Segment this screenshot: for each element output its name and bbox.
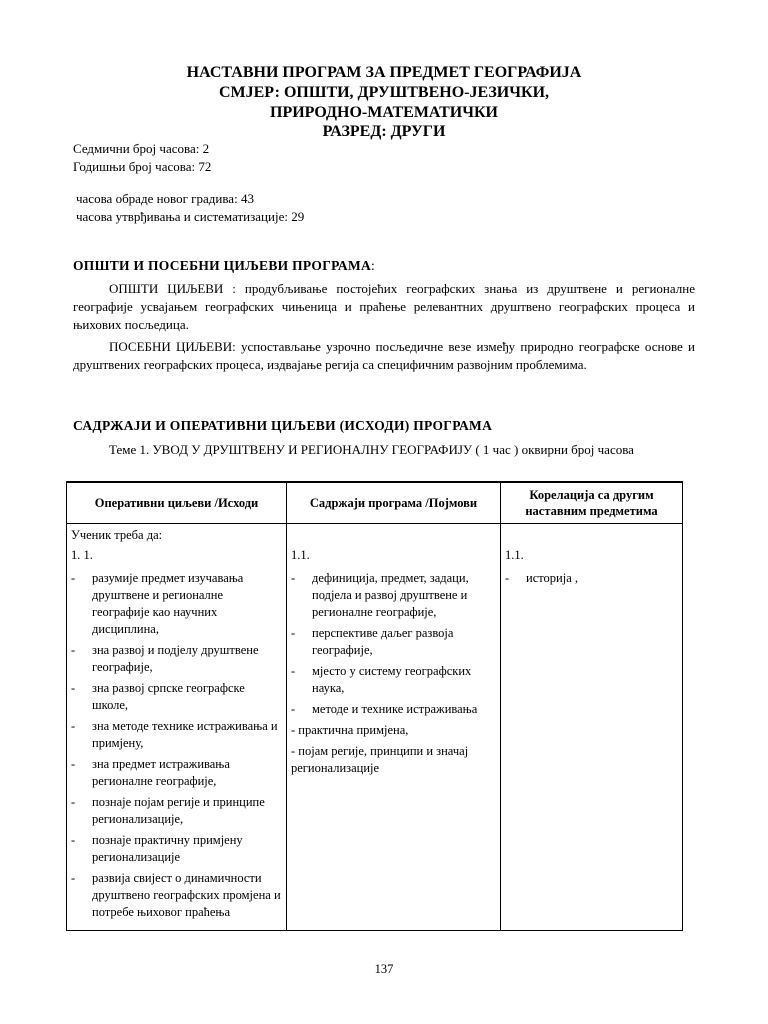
general-goals-text: ОПШТИ ЦИЉЕВИ : продубљивање постојећих географских знања из друштвене и регионалне географије усвајањем географских чињеница и праћење релевантних друштвено географских процеса и њихових посљедица. xyxy=(73,281,695,332)
review-hours: часова утврђивања и систематизације: 29 xyxy=(76,209,305,224)
list-item: - зна развој и подјелу друштвене географије, xyxy=(71,642,282,676)
list-item: - разумије предмет изучавања друштвене и регионалне географије као научних дисциплина, xyxy=(71,570,282,638)
list-item: - зна предмет истраживања регионалне географије, xyxy=(71,756,282,790)
goals-heading xyxy=(73,258,375,274)
header-outcomes: Оперативни циљеви /Исходи xyxy=(67,482,287,524)
list-item: - историја , xyxy=(505,570,678,587)
list-item: - мјесто у систему географских наука, xyxy=(291,663,496,697)
title-line-4: РАЗРЕД: ДРУГИ xyxy=(322,123,446,140)
list-item: - зна развој српске географске школе, xyxy=(71,680,282,714)
outcomes-list xyxy=(71,570,282,921)
list-item: - развија свијест о динамичности друштвено географских промјена и потребе њиховог праћења xyxy=(71,870,282,921)
topic-line xyxy=(73,441,683,459)
weekly-hours: Седмични број часова: 2 xyxy=(73,141,210,156)
goals-heading-text: ОПШТИ И ПОСЕБНИ ЦИЉЕВИ ПРОГРАМА xyxy=(73,258,372,273)
contents-heading: САДРЖАЈИ И ОПЕРАТИВНИ ЦИЉЕВИ (ИСХОДИ) ПРОГРАМА xyxy=(73,418,493,433)
specific-goals-paragraph xyxy=(73,338,695,374)
contents-list xyxy=(291,570,496,718)
list-item: - зна методе технике истраживања и примјену, xyxy=(71,718,282,752)
new-material-hours: часова обраде новог градива: 43 xyxy=(76,191,254,206)
correlation-list xyxy=(505,570,678,587)
list-item: - познаје практичну примјену регионализације xyxy=(71,832,282,866)
contents-plain-item: - практична примјена, xyxy=(291,723,409,737)
title-line-2: СМЈЕР: ОПШТИ, ДРУШТВЕНО-ЈЕЗИЧКИ, xyxy=(218,84,550,101)
list-item: - методе и технике истраживања xyxy=(291,701,496,718)
list-item: - дефиниција, предмет, задаци, подјела и развој друштвене и регионалне географије, xyxy=(291,570,496,621)
program-table xyxy=(66,481,683,931)
contents-number: 1.1. xyxy=(291,548,310,562)
table-row xyxy=(67,524,683,931)
list-item: - перспективе даљег развоја географије, xyxy=(291,625,496,659)
contents-cell xyxy=(287,524,501,931)
general-goals-paragraph xyxy=(73,280,695,334)
topic-text: Теме 1. УВОД У ДРУШТВЕНУ И РЕГИОНАЛНУ ГЕОГРАФИЈУ ( 1 час ) оквирни број часова xyxy=(109,442,634,457)
correlation-cell xyxy=(501,524,683,931)
title-line-1: НАСТАВНИ ПРОГРАМ ЗА ПРЕДМЕТ ГЕОГРАФИЈА xyxy=(186,64,582,81)
correlation-number: 1.1. xyxy=(505,548,524,562)
table-header-row xyxy=(67,482,683,524)
page-number: 137 xyxy=(374,962,394,976)
outcomes-intro: Ученик треба да: xyxy=(71,528,163,542)
title-line-3: ПРИРОДНО-МАТЕМАТИЧКИ xyxy=(270,104,498,121)
contents-plain-item: - појам регије, принципи и значај регионализације xyxy=(291,744,469,775)
list-item: - познаје појам регије и принципе регионализације, xyxy=(71,794,282,828)
outcomes-number: 1. 1. xyxy=(71,548,93,562)
yearly-hours: Годишњи број часова: 72 xyxy=(73,159,212,174)
goals-heading-suffix: : xyxy=(371,258,376,273)
header-contents: Садржаји програма /Појмови xyxy=(287,482,501,524)
outcomes-cell xyxy=(67,524,287,931)
specific-goals-text: ПОСЕБНИ ЦИЉЕВИ: успостављање узрочно посљедичне везе између природно географске основе и друштвених географских процеса, издвајање регија са специфичним развојним проблемима. xyxy=(73,339,695,372)
header-correlation: Корелација са другим наставним предметима xyxy=(501,482,683,524)
